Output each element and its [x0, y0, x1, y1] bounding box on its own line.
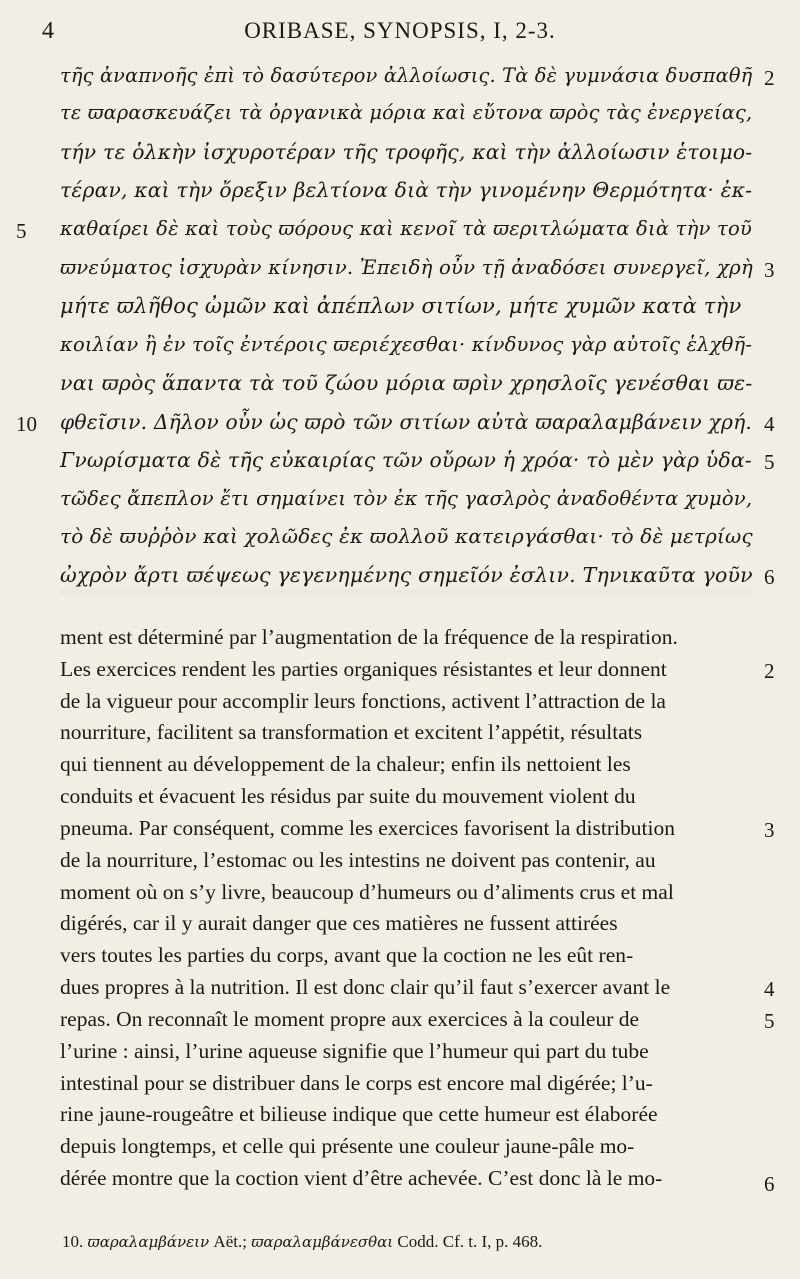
greek-line: τῶδες ἄπεπλον ἔτι σημαίνει τὸν ἐκ τῆς γασλρὸς ἀναδοθέντα χυμὸν,	[60, 487, 753, 510]
french-line: de la vigueur pour accomplir leurs fonctions, activent l’attraction de la	[60, 689, 666, 713]
french-line: rine jaune-rougeâtre et bilieuse indique que cette humeur est élaborée	[60, 1102, 658, 1126]
page-header	[0, 14, 800, 50]
greek-line: καθαίρει δὲ καὶ τοὺς ϖόρους καὶ κενοῖ τὰ ϖεριτλώματα διὰ τὴν τοῦ	[60, 217, 752, 240]
section-number: 3	[764, 258, 775, 282]
french-line: digérés, car il y aurait danger que ces matières ne fussent attirées	[60, 911, 618, 935]
french-line: vers toutes les parties du corps, avant que la coction ne les eût ren-	[60, 943, 634, 967]
greek-line: Γνωρίσματα δὲ τῆς εὐκαιρίας τῶν οὔρων ἡ χρόα· τὸ μὲν γὰρ ὑδα-	[60, 448, 752, 472]
section-number: 6	[764, 1172, 775, 1196]
greek-line: τὸ δὲ ϖυῤῥὸν καὶ χολῶδες ἐκ ϖολλοῦ κατειργάσθαι· τὸ δὲ μετρίως	[60, 525, 753, 548]
footnote-variant-a: ϖαραλαμβάνειν	[87, 1233, 210, 1251]
french-line: dues propres à la nutrition. Il est donc clair qu’il faut s’exercer avant le	[60, 975, 671, 999]
french-line: conduits et évacuent les résidus par suite du mouvement violent du	[60, 784, 636, 808]
greek-line: τῆς ἀναπνοῆς ἐπὶ τὸ δασύτερον ἀλλοίωσις. Τὰ δὲ γυμνάσια δυσπαθῆ	[60, 64, 753, 87]
section-number: 5	[764, 1009, 775, 1033]
section-number: 2	[764, 659, 775, 683]
section-number: 4	[764, 412, 775, 436]
greek-line: τήν τε ὁλκὴν ἰσχυροτέραν τῆς τροφῆς, καὶ τὴν ἀλλοίωσιν ἑτοιμο-	[60, 140, 753, 164]
greek-line: τε ϖαρασκευάζει τὰ ὀργανικὰ μόρια καὶ εὔτονα ϖρὸς τὰς ἐνεργείας,	[60, 101, 753, 124]
greek-line: ϖνεύματος ἰσχυρὰν κίνησιν. Ἐπειδὴ οὖν τῇ ἀναδόσει συνεργεῖ, χρὴ	[60, 256, 753, 279]
footnote-line-ref: 10.	[62, 1232, 84, 1251]
line-number: 10	[16, 412, 37, 436]
show-through-shadow	[60, 588, 750, 596]
french-line: moment où on s’y livre, beaucoup d’humeurs ou d’aliments crus et mal	[60, 880, 674, 904]
greek-line: ὠχρὸν ἄρτι ϖέψεως γεγενημένης σημεῖόν ἐσλιν. Τηνικαῦτα γοῦν	[60, 563, 753, 587]
french-line: repas. On reconnaît le moment propre aux exercices à la couleur de	[60, 1007, 640, 1031]
footnote-source-a: Aët.;	[213, 1232, 247, 1251]
french-line: Les exercices rendent les parties organiques résistantes et leur donnent	[60, 657, 667, 681]
section-number: 5	[764, 450, 775, 474]
section-number: 4	[764, 977, 775, 1001]
french-line: qui tiennent au développement de la chaleur; enfin ils nettoient les	[60, 752, 631, 776]
page-number: 4	[42, 18, 54, 44]
french-line: depuis longtemps, et celle qui présente une couleur jaune-pâle mo-	[60, 1134, 635, 1158]
section-number: 6	[764, 565, 775, 589]
french-line: ment est déterminé par l’augmentation de la fréquence de la respiration.	[60, 625, 678, 649]
running-title: ORIBASE, SYNOPSIS, I, 2-3.	[244, 18, 556, 43]
french-line: dérée montre que la coction vient d’être achevée. C’est donc là le mo-	[60, 1166, 663, 1190]
french-line: l’urine : ainsi, l’urine aqueuse signifie que l’humeur qui part du tube	[60, 1039, 649, 1063]
footnote-variant-b: ϖαραλαμβάνεσθαι	[251, 1233, 394, 1251]
section-number: 3	[764, 818, 775, 842]
french-line: pneuma. Par conséquent, comme les exercices favorisent la distribution	[60, 816, 675, 840]
line-number: 5	[16, 219, 27, 243]
french-line: intestinal pour se distribuer dans le corps est encore mal digérée; l’u-	[60, 1071, 653, 1095]
footnote-source-b: Codd. Cf. t. I, p. 468.	[397, 1232, 543, 1251]
greek-line: ναι ϖρὸς ἅπαντα τὰ τοῦ ζώου μόρια ϖρὶν χρησλοῖς γενέσθαι ϖε-	[60, 371, 753, 395]
footnote	[62, 1232, 542, 1252]
greek-line: τέραν, καὶ τὴν ὄρεξιν βελτίονα διὰ τὴν γινομένην Θερμότητα· ἐκ-	[60, 178, 753, 202]
greek-line: φθεῖσιν. Δῆλον οὖν ὡς ϖρὸ τῶν σιτίων αὐτὰ ϖαραλαμβάνειν χρή.	[60, 410, 753, 434]
greek-line: κοιλίαν ἢ ἐν τοῖς ἐντέροις ϖεριέχεσθαι· κίνδυνος γὰρ αὐτοῖς ἑλχθῆ-	[60, 333, 753, 356]
french-line: nourriture, facilitent sa transformation et excitent l’appétit, résultats	[60, 720, 643, 744]
greek-line: μήτε ϖλῆθος ὠμῶν καὶ ἀπέπλων σιτίων, μήτε χυμῶν κατὰ τὴν	[60, 294, 742, 318]
section-number: 2	[764, 66, 775, 90]
french-line: de la nourriture, l’estomac ou les intestins ne doivent pas contenir, au	[60, 848, 656, 872]
